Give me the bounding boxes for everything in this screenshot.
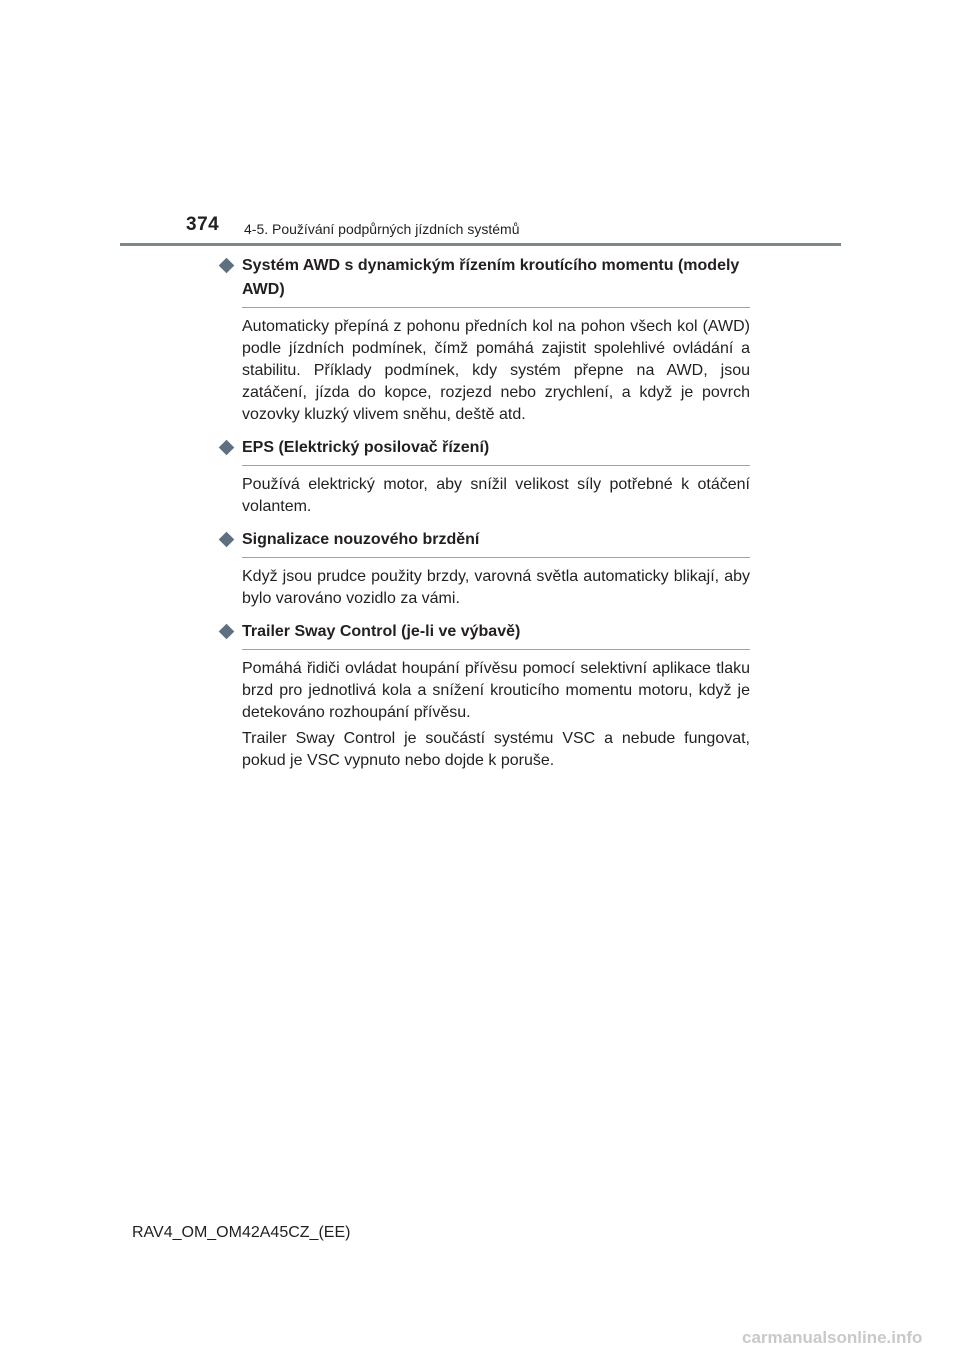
section-awd — [218, 254, 750, 426]
section-divider — [242, 649, 750, 650]
paragraph: Když jsou prudce použity brzdy, varovná světla automaticky blikají, aby bylo varováno vozidlo za vámi. — [242, 568, 750, 607]
paragraph: Automaticky přepíná z pohonu předních kol na pohon všech kol (AWD) podle jízdních podmínek, čímž pomáhá zajistit spolehlivé ovládání a stabilitu. Příklady podmínek, kdy systém přepne na AWD, jsou zatáčení, jízda do kopce, rozjezd nebo zrychlení, a když je povrch vozovky kluzký vlivem sněhu, deště atd. — [242, 318, 750, 423]
section-eps — [218, 436, 750, 518]
section-emergency-brake-signal — [218, 528, 750, 610]
section-heading-text: Signalizace nouzového brzdění — [242, 531, 480, 548]
section-heading-text: Trailer Sway Control (je-li ve výbavě) — [242, 623, 521, 640]
section-trailer-sway-control — [218, 620, 750, 772]
section-body — [242, 316, 750, 426]
section-heading — [218, 254, 750, 307]
section-heading — [218, 528, 750, 557]
section-body — [242, 566, 750, 610]
diamond-bullet-icon — [219, 440, 235, 456]
page-number: 374 — [186, 214, 220, 235]
page-header — [0, 0, 960, 250]
diamond-bullet-icon — [219, 532, 235, 548]
watermark-text: carmanualsonline.info — [742, 1328, 923, 1347]
paragraph: Pomáhá řidiči ovládat houpání přívěsu pomocí selektivní aplikace tlaku brzd pro jednotlivá kola a snížení krouticího momentu motoru, když je detekováno rozhoupání přívěsu. — [242, 660, 750, 721]
section-divider — [242, 557, 750, 558]
diamond-bullet-icon — [219, 258, 235, 274]
section-body — [242, 474, 750, 518]
section-heading — [218, 620, 750, 649]
section-heading-text: EPS (Elektrický posilovač řízení) — [242, 439, 490, 456]
section-divider — [242, 465, 750, 466]
section-heading-text: Systém AWD s dynamickým řízením kroutícího momentu (modely AWD) — [242, 257, 740, 298]
section-heading — [218, 436, 750, 465]
header-divider — [120, 243, 841, 246]
section-body — [242, 658, 750, 772]
diamond-bullet-icon — [219, 624, 235, 640]
section-divider — [242, 307, 750, 308]
paragraph: Používá elektrický motor, aby snížil velikost síly potřebné k otáčení volantem. — [242, 476, 750, 515]
chapter-title: 4-5. Používání podpůrných jízdních systémů — [244, 221, 520, 237]
document-code: RAV4_OM_OM42A45CZ_(EE) — [132, 1224, 351, 1241]
paragraph: Trailer Sway Control je součástí systému VSC a nebude fungovat, pokud je VSC vypnuto nebo dojde k poruše. — [242, 730, 750, 769]
page-content — [218, 254, 750, 776]
